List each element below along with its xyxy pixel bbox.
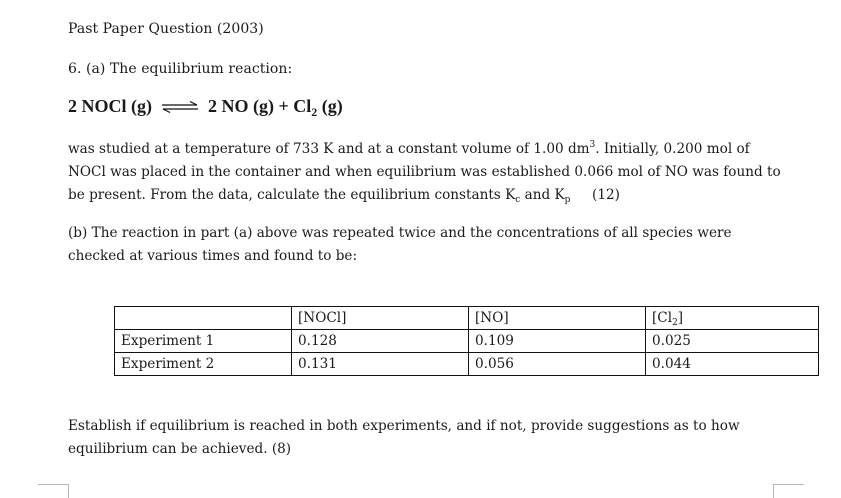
table-header-row — [115, 307, 819, 330]
part-b-paragraph: (b) The reaction in part (a) above was repeated twice and the concentrations of all species were checked at various times and found to be: — [68, 225, 732, 264]
row-label: Experiment 1 — [115, 330, 292, 353]
cell-nocl: 0.128 — [292, 330, 469, 353]
cell-no: 0.056 — [469, 353, 646, 376]
cell-nocl: 0.131 — [292, 353, 469, 376]
table-header-blank — [115, 307, 292, 330]
page-corner-mark-right — [773, 484, 804, 498]
table-header-nocl: [NOCl] — [292, 307, 469, 330]
equation-reactant: 2 NOCl (g) — [68, 96, 152, 116]
table-row — [115, 330, 819, 353]
cell-no: 0.109 — [469, 330, 646, 353]
row-label: Experiment 2 — [115, 353, 292, 376]
table-header-cl2: $[Cl_2]$ — [646, 307, 819, 330]
part-a-marks: (12) — [592, 187, 620, 203]
table-row — [115, 353, 819, 376]
table-header-no: [NO] — [469, 307, 646, 330]
equation-product: 2 NO $(g) + Cl_2$ (g) — [208, 96, 343, 119]
concentration-table — [114, 306, 819, 376]
document-heading: Past Paper Question (2003) — [68, 21, 264, 37]
cell-cl2: 0.025 — [646, 330, 819, 353]
question-intro — [68, 61, 292, 77]
chemical-equation — [68, 96, 343, 117]
part-a-intro: (a) The equilibrium reaction: — [85, 61, 293, 77]
equilibrium-arrow-icon — [160, 100, 200, 114]
part-b-task-paragraph: Establish if equilibrium is reached in both experiments, and if not, provide suggestions as to how equilibrium can be achieved. (8) — [68, 418, 740, 457]
question-number: 6. — [68, 61, 82, 77]
part-a-paragraph: was studied at a temperature of 733 K and at a constant volume of 1.00 $dm^3$. Initially, 0.200 mol of NOCl was placed in the container and when equilibrium was established 0.066 mol of NO was found to be present. From the data, calculate the equilibrium constants $K_c$ and $K_p$ (12) — [68, 140, 781, 205]
cell-cl2: 0.044 — [646, 353, 819, 376]
page-corner-mark-left — [38, 484, 69, 498]
